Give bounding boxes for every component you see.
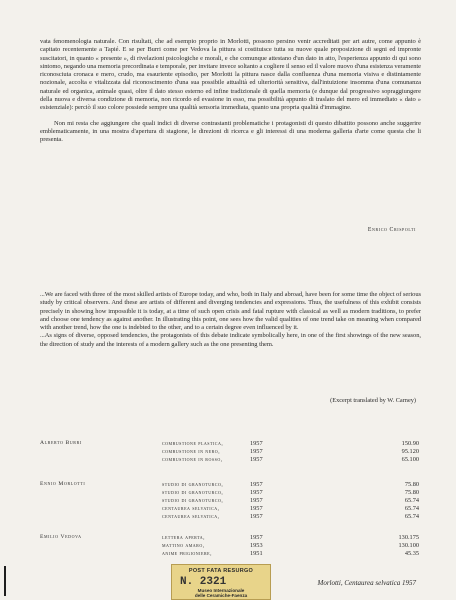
stamp-line-2: delle Ceramiche-Faenza xyxy=(194,593,248,599)
work-price: 45.35 xyxy=(404,550,419,557)
italian-essay xyxy=(40,38,421,145)
work-title: anime prigioniere, xyxy=(162,551,212,557)
work-year: 1951 xyxy=(250,550,263,557)
work-price: 75.80 xyxy=(404,481,419,488)
work-title: studio di granoturco, xyxy=(162,490,224,496)
work-price: 75.80 xyxy=(404,489,419,496)
work-title: mattino amaro, xyxy=(162,543,205,549)
work-price: 65.74 xyxy=(404,513,419,520)
italian-paragraph-2: Non mi resta che aggiungere che quali indici di diverse contrastanti problematiche i protagonisti di questo dibattito possono anche suggerire emblematicamente, in una mostra d'apertura di stagione, le direzioni di ricerca e gli interessi di una moderna galleria d'arte come questa che li presenta. xyxy=(40,119,421,144)
work-year: 1957 xyxy=(250,448,263,455)
work-year: 1957 xyxy=(250,481,263,488)
work-title: lettera aperta, xyxy=(162,535,205,541)
museum-stamp xyxy=(171,564,271,600)
work-title: studio di granoturco, xyxy=(162,498,224,504)
work-year: 1957 xyxy=(250,497,263,504)
work-title: studio di granoturco, xyxy=(162,482,224,488)
english-paragraph-2: ...As signs of diverse, opposed tendencies, the protagonists of this debate indicate symbolically here, in one of the first showings of the new season, the direction of study and the interests of a modern gallery such as the one presenting them. xyxy=(40,332,421,348)
work-price: 150.90 xyxy=(401,440,419,447)
stamp-museum-name xyxy=(172,588,270,598)
author-signature: Enrico Crispolti xyxy=(367,227,416,233)
work-title: centaurea selvatica, xyxy=(162,506,220,512)
work-year: 1957 xyxy=(250,505,263,512)
work-year: 1953 xyxy=(250,542,263,549)
stamp-motto: POST FATA RESURGO xyxy=(188,568,254,574)
work-title: combustione plastica, xyxy=(162,441,224,447)
work-price: 65.100 xyxy=(401,456,419,463)
work-title: combustione in rosso, xyxy=(162,457,223,463)
italian-paragraph-1: vata fenomenologia naturale. Con risultati, che ad esempio proprio in Morlotti, possono persino venir accreditati per art autre, come appunto è capitato recentemente a Tapié. E se per Burri come per Vedova la pittura si costituisce tutta su nuove quale proposizione di segni ed impronte suscitatori, in quanto « presente », di rivelazioni psicologiche e morali, e che comunque attestano d'un dato in atto, l'esperienza appunto di qui sono sintomo, negando una memoria precordinata e temporale, per invitare invece soltanto a cogliere il senso ed il valore nuovo d'una esistenza veramente riconosciuta cronaca e mero, crudo, ma esauriente episodio, per Morlotti la pittura nasce dalla confluenza d'una memoria visiva e distintamente nozionale, accolta e vitalizzata dal riconoscimento d'una sua possibile attualità ed ulteriorità sensitiva, dall'intuizione insomma d'una comunanza naturale ed organica, animale quasi, oltre il dato stesso esterno ed infine tradizionale di quella memoria (e dunque dal progressivo sopraggiungere della nuova e diversa condizione di memoria, non ricordo ed evasione in esso, ma possibilità appunto di traslato del mero ed immediato « dato » esistenziale): perciò il suo colore possiede sempre una qualità sensoria immediata, quanto una propria qualità d'immagine. xyxy=(40,38,421,112)
work-title: combustione in nero, xyxy=(162,449,221,455)
work-year: 1957 xyxy=(250,489,263,496)
artist-name: Ennio Morlotti xyxy=(40,481,86,487)
scan-edge-mark xyxy=(4,566,6,596)
translation-credit: (Excerpt translated by W. Carney) xyxy=(330,397,416,404)
english-translation xyxy=(40,291,421,349)
work-year: 1957 xyxy=(250,440,263,447)
work-price: 65.74 xyxy=(404,505,419,512)
work-year: 1957 xyxy=(250,456,263,463)
work-price: 65.74 xyxy=(404,497,419,504)
work-price: 130.100 xyxy=(398,542,419,549)
work-price: 130.175 xyxy=(398,534,419,541)
work-year: 1957 xyxy=(250,513,263,520)
stamp-inventory-number: N. 2321 xyxy=(180,576,227,588)
work-price: 95.120 xyxy=(401,448,419,455)
stamp-line-1: Museo Internazionale xyxy=(197,588,245,593)
english-paragraph-1: ...We are faced with three of the most skilled artists of Europe today, and who, both in Italy and abroad, have been for some time the object of serious study by critical observers. And these are artists of different and diverging tendencies and expressions. Thus, the usefulness of this exhibit consists precisely in showing how impossible it is today, at a time of such open crisis and fatal rupture with classical as well as modern traditions, to prefer and choose one tendency as against another. In illustrating this point, one sees how the valid qualities of one trend take on meaning when compared with another trend, how the one is indebted to the other, and to a certain degree even influenced by it. xyxy=(40,291,421,332)
artist-name: Alberto Burri xyxy=(40,440,82,446)
work-title: centaurea selvatica, xyxy=(162,514,220,520)
image-caption: Morlotti, Centaurea selvatica 1957 xyxy=(317,579,416,587)
artist-name: Emilio Vedova xyxy=(40,534,82,540)
work-year: 1957 xyxy=(250,534,263,541)
